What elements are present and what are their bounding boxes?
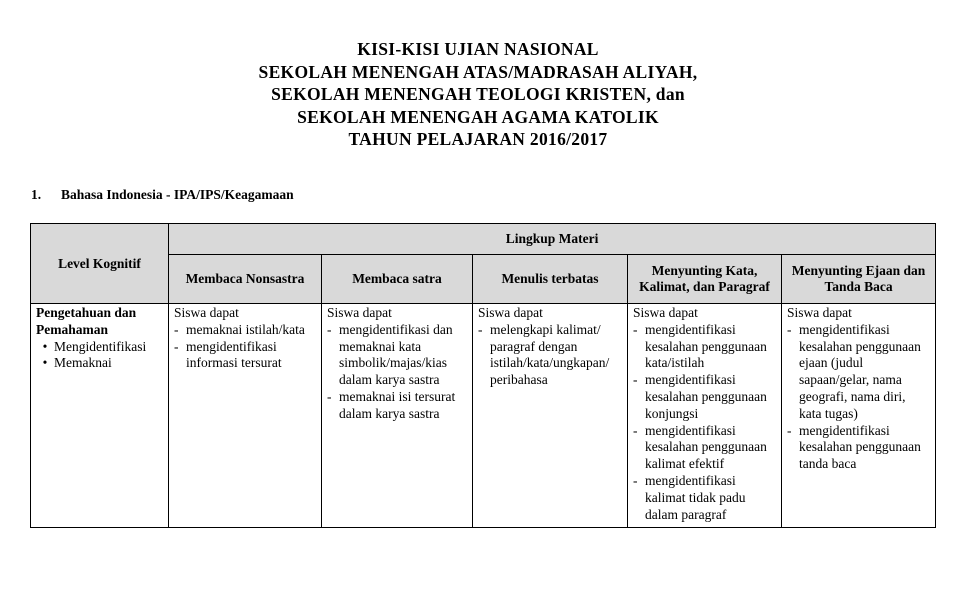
list-item: - mengidentifikasi kesalahan penggunaan kata/istilah [633, 321, 767, 371]
list-item: - mengidentifikasi kesalahan penggunaan konjungsi [633, 372, 767, 421]
level-title: Pengetahuan dan Pemahaman [36, 305, 137, 337]
cell-intro: Siswa dapat [478, 305, 543, 320]
list-item: - mengidentifikasi kesalahan penggunaan kalimat efektif [633, 422, 767, 472]
cell-intro: Siswa dapat [174, 305, 239, 320]
kisi-kisi-table [30, 223, 936, 528]
column-header: Menyunting Kata, Kalimat, dan Paragraf [628, 255, 782, 304]
content-cell [473, 304, 628, 528]
column-header: Membaca satra [322, 255, 473, 304]
content-cell [782, 304, 936, 528]
level-bullet: • Mengidentifikasi [36, 339, 164, 356]
table-row [31, 304, 936, 528]
cell-intro: Siswa dapat [633, 305, 698, 320]
list-item: - mengidentifikasi informasi tersurat [174, 338, 282, 371]
list-item: - memaknai isi tersurat dalam karya sastra [327, 388, 456, 421]
list-item: - melengkapi kalimat/ paragraf dengan istilah/kata/ungkapan/ peribahasa [478, 321, 610, 388]
column-header: Menulis terbatas [473, 255, 628, 304]
cell-intro: Siswa dapat [787, 305, 852, 320]
content-cell [628, 304, 782, 528]
title-line: SEKOLAH MENENGAH ATAS/MADRASAH ALIYAH, [258, 61, 698, 82]
content-cell [169, 304, 322, 528]
column-header: Menyunting Ejaan dan Tanda Baca [782, 255, 936, 304]
scope-header: Lingkup Materi [169, 224, 936, 255]
content-cell [322, 304, 473, 528]
list-item: - mengidentifikasi kesalahan penggunaan tanda baca [787, 422, 921, 472]
level-header: Level Kognitif [31, 224, 169, 304]
bullet-icon: • [42, 355, 48, 371]
title-line: SEKOLAH MENENGAH TEOLOGI KRISTEN, dan [271, 84, 685, 104]
section-number: 1. [31, 187, 42, 202]
list-item: - mengidentifikasi kalimat tidak padu dalam paragraf [633, 472, 746, 522]
title-line: SEKOLAH MENENGAH AGAMA KATOLIK [297, 106, 659, 127]
list-item: - mengidentifikasi kesalahan penggunaan ejaan (judul sapaan/gelar, nama geografi, nama diri, kata tugas) [787, 321, 921, 421]
document-title [0, 38, 956, 151]
cell-intro: Siswa dapat [327, 305, 392, 320]
title-line: TAHUN PELAJARAN 2016/2017 [348, 129, 608, 149]
list-item: - memaknai istilah/kata [174, 321, 305, 337]
column-header: Membaca Nonsastra [169, 255, 322, 304]
title-line: KISI-KISI UJIAN NASIONAL [357, 39, 599, 59]
level-cell [31, 304, 169, 528]
bullet-icon: • [42, 338, 48, 354]
level-bullet: • Memaknai [36, 355, 164, 372]
list-item: - mengidentifikasi dan memaknai kata simbolik/majas/kias dalam karya sastra [327, 321, 453, 388]
section-heading [31, 187, 294, 203]
section-title: Bahasa Indonesia - IPA/IPS/Keagamaan [61, 187, 294, 202]
